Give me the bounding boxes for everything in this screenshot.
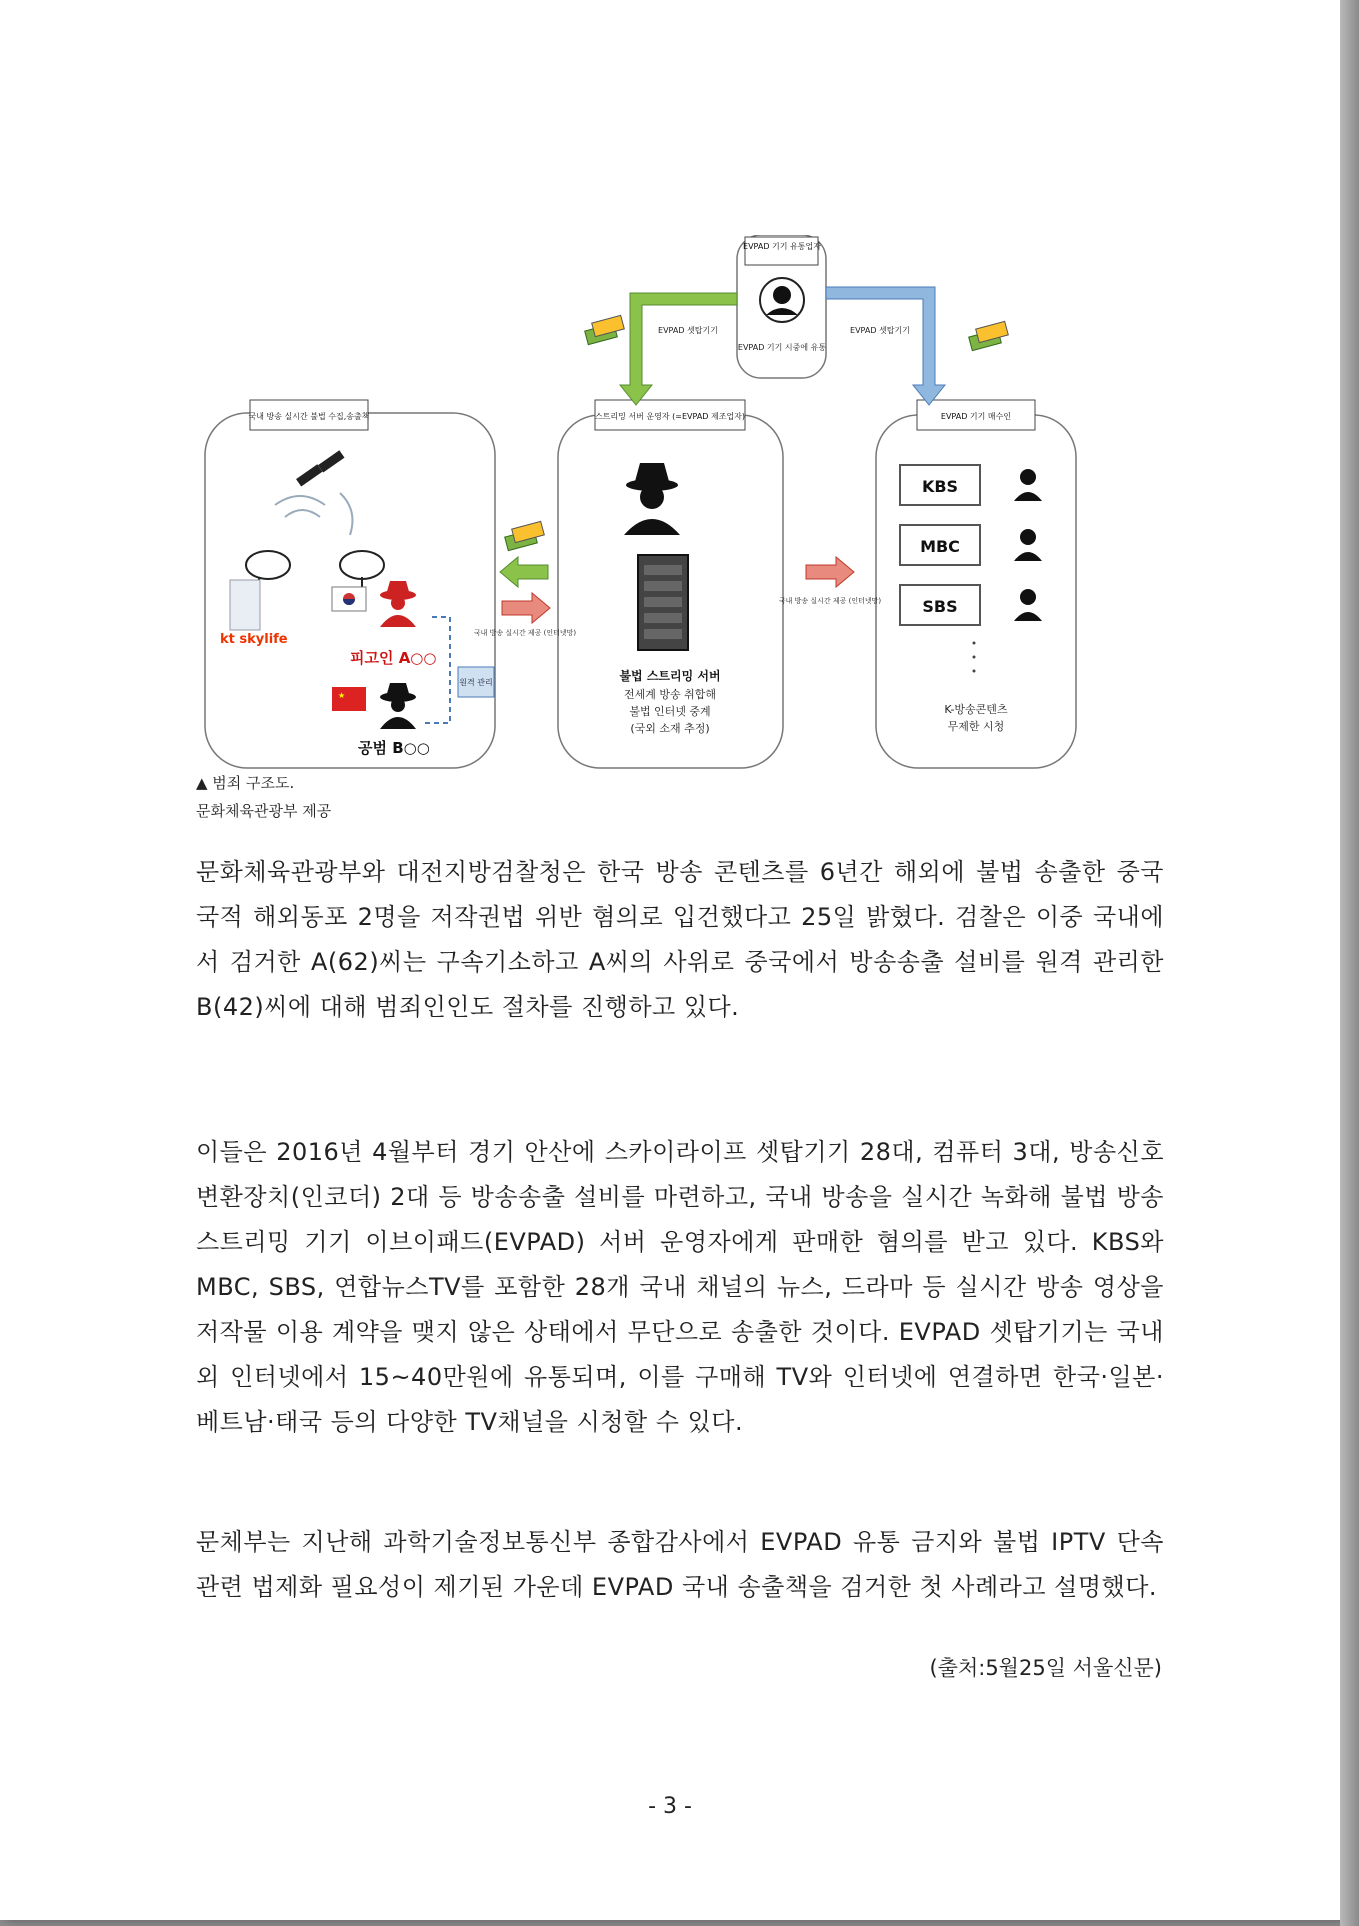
page-number: - 3 - (648, 1794, 692, 1819)
paragraph-1: 문화체육관광부와 대전지방검찰청은 한국 방송 콘텐츠를 6년간 해외에 불법 송출한 중국 국적 해외동포 2명을 저작권법 위반 혐의로 입건했다고 25일 밝혔다. 검찰은 이중 국내에서 검거한 A(62)씨는 구속기소하고 A씨의 사위로 중국에서 방송송출 설비를 원격 관리한 B(42)씨에 대해 범죄인인도 절차를 진행하고 있다. (196, 858, 1164, 1021)
blue-arrow-top (826, 287, 945, 405)
figure-caption: ▲ 범죄 구조도. (196, 774, 295, 792)
server-desc-3: (국외 소재 추정) (630, 722, 710, 735)
building-icon (230, 580, 260, 630)
arrow-right-text: 국내 방송 실시간 제공 (인터넷망) (778, 597, 882, 605)
figure-credit: 문화체육관광부 제공 (196, 802, 332, 820)
top-box-label: EVPAD 기기 유통업자 (743, 242, 821, 251)
server-desc-2: 불법 인터넷 중계 (629, 705, 711, 718)
middle-box-label: 스트리밍 서버 운영자 (=EVPAD 제조업자) (594, 412, 746, 421)
paragraph-3: 문체부는 지난해 과학기술정보통신부 종합감사에서 EVPAD 유통 금지와 불법 IPTV 단속 관련 법제화 필요성이 제기된 가운데 EVPAD 국내 송출책을 검거한 첫 사례라고 설명했다. (196, 1528, 1164, 1601)
right-box-label: EVPAD 기기 매수인 (940, 412, 1012, 421)
crime-structure-diagram (200, 235, 1080, 772)
kt-skylife-logo: kt skylife (220, 632, 288, 647)
top-left-arrow-text: EVPAD 셋탑기기 (658, 326, 718, 335)
svg-text:KBS: KBS (921, 477, 959, 496)
source-note: (출처:5월25일 서울신문) (929, 1656, 1162, 1680)
accomplice-b-label: 공범 B○○ (358, 739, 430, 757)
server-title: 불법 스트리밍 서버 (619, 669, 721, 683)
left-box-label: 국내 방송 실시간 불법 수집,송출책 (248, 412, 370, 421)
server-desc-1: 전세계 방송 취합해 (623, 688, 717, 701)
green-arrow-top (620, 293, 737, 405)
remote-label: 원격 관리 (459, 678, 493, 687)
defendant-a-label: 피고인 A○○ (350, 649, 437, 667)
page-shadow (1340, 0, 1359, 1926)
top-box-desc: EVPAD 기기 시중에 유통 (737, 343, 827, 352)
svg-text:MBC: MBC (920, 537, 960, 556)
right-box-desc-2: 무제한 시청 (947, 720, 1005, 733)
red-arrow-right-2 (806, 557, 854, 587)
money-icon-1 (585, 315, 625, 344)
money-icon-2 (969, 321, 1009, 350)
red-arrow-right-1 (502, 593, 550, 623)
money-icon-3 (505, 521, 545, 550)
right-box-desc-1: K-방송콘텐츠 (944, 703, 1008, 716)
green-arrow-left (500, 557, 548, 587)
server-icon (638, 555, 688, 650)
svg-text:★: ★ (338, 691, 346, 700)
top-right-arrow-text: EVPAD 셋탑기기 (850, 326, 910, 335)
arrow-left-text: 국내 방송 실시간 제공 (인터넷망) (473, 629, 577, 637)
svg-text:SBS: SBS (922, 597, 958, 616)
paragraph-2: 이들은 2016년 4월부터 경기 안산에 스카이라이프 셋탑기기 28대, 컴퓨터 3대, 방송신호 변환장치(인코더) 2대 등 방송송출 설비를 마련하고, 국내 방송을 실시간 녹화해 불법 방송 스트리밍 기기 이브이패드(EVPAD) 서버 운영자에게 판매한 혐의를 받고 있다. KBS와 MBC, SBS, 연합뉴스TV를 포함한 28개 국내 채널의 뉴스, 드라마 등 실시간 방송 영상을 저작물 이용 계약을 맺지 않은 상태에서 무단으로 송출한 것이다. EVPAD 셋탑기기는 국내외 인터넷에서 15~40만원에 유통되며, 이를 구매해 TV와 인터넷에 연결하면 한국·일본·베트남·태국 등의 다양한 TV채널을 시청할 수 있다. (196, 1138, 1164, 1436)
